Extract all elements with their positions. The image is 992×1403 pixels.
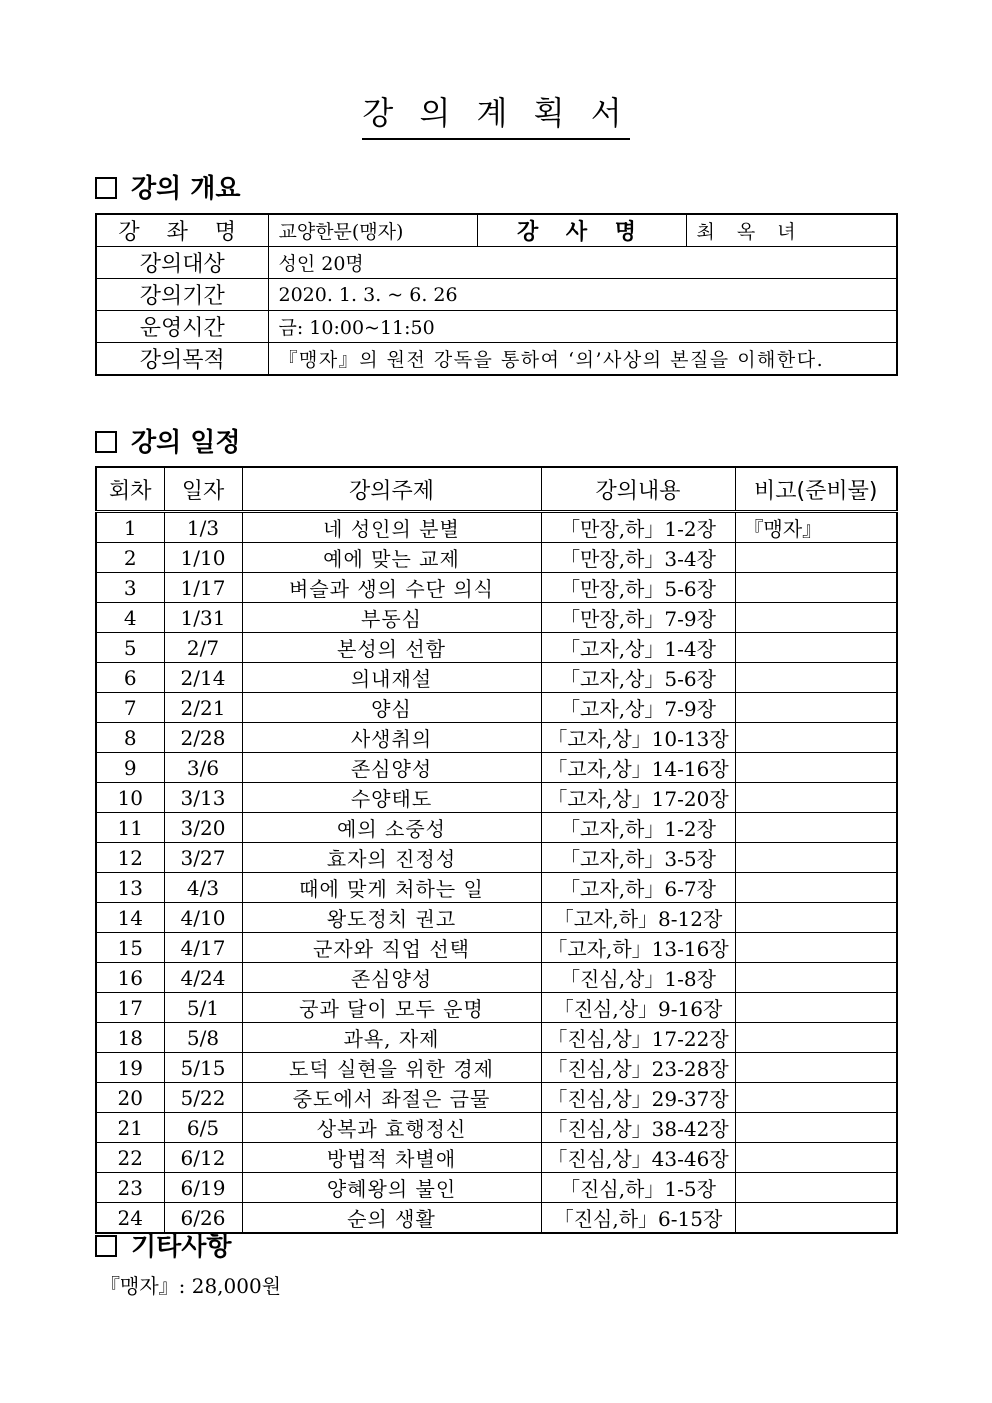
date-cell: 5/8 xyxy=(164,1023,242,1053)
column-header: 회차 xyxy=(96,467,164,512)
topic-cell: 사생취의 xyxy=(242,723,541,753)
checkbox-square-icon xyxy=(95,431,117,453)
time-value: 금: 10:00~11:50 xyxy=(268,311,897,343)
session-cell: 4 xyxy=(96,603,164,633)
session-cell: 9 xyxy=(96,753,164,783)
notes-cell xyxy=(735,993,897,1023)
period-label: 강의기간 xyxy=(96,279,268,311)
table-row xyxy=(96,1173,897,1203)
notes-cell xyxy=(735,933,897,963)
notes-cell xyxy=(735,843,897,873)
topic-cell: 효자의 진정성 xyxy=(242,843,541,873)
session-cell: 3 xyxy=(96,573,164,603)
session-cell: 18 xyxy=(96,1023,164,1053)
course-value: 교양한문(맹자) xyxy=(268,214,477,247)
topic-cell: 양혜왕의 불인 xyxy=(242,1173,541,1203)
content-cell: 「진심,상」29-37장 xyxy=(541,1083,735,1113)
topic-cell: 중도에서 좌절은 금물 xyxy=(242,1083,541,1113)
section-heading-schedule: 강의 일정 xyxy=(95,422,241,459)
content-cell: 「만장,하」7-9장 xyxy=(541,603,735,633)
session-cell: 10 xyxy=(96,783,164,813)
content-cell: 「만장,하」3-4장 xyxy=(541,543,735,573)
session-cell: 17 xyxy=(96,993,164,1023)
target-label: 강의대상 xyxy=(96,247,268,279)
table-row xyxy=(96,873,897,903)
date-cell: 4/17 xyxy=(164,933,242,963)
date-cell: 3/13 xyxy=(164,783,242,813)
table-row xyxy=(96,1143,897,1173)
notes-cell xyxy=(735,753,897,783)
date-cell: 1/10 xyxy=(164,543,242,573)
notes-cell xyxy=(735,1053,897,1083)
date-cell: 3/6 xyxy=(164,753,242,783)
section-heading-etc: 기타사항 xyxy=(95,1226,231,1263)
overview-row-course xyxy=(96,214,897,247)
topic-cell: 부동심 xyxy=(242,603,541,633)
notes-cell xyxy=(735,903,897,933)
table-row xyxy=(96,963,897,993)
column-header: 비고(준비물) xyxy=(735,467,897,512)
content-cell: 「진심,상」38-42장 xyxy=(541,1113,735,1143)
goal-label: 강의목적 xyxy=(96,343,268,376)
notes-cell xyxy=(735,783,897,813)
session-cell: 8 xyxy=(96,723,164,753)
date-cell: 6/5 xyxy=(164,1113,242,1143)
date-cell: 1/17 xyxy=(164,573,242,603)
content-cell: 「고자,하」1-2장 xyxy=(541,813,735,843)
overview-row-goal xyxy=(96,343,897,376)
notes-cell xyxy=(735,813,897,843)
date-cell: 4/3 xyxy=(164,873,242,903)
etc-note: 『맹자』: 28,000원 xyxy=(100,1274,282,1298)
table-row xyxy=(96,993,897,1023)
table-row xyxy=(96,663,897,693)
table-row xyxy=(96,783,897,813)
topic-cell: 과욕, 자제 xyxy=(242,1023,541,1053)
topic-cell: 존심양성 xyxy=(242,753,541,783)
topic-cell: 순의 생활 xyxy=(242,1203,541,1234)
date-cell: 2/7 xyxy=(164,633,242,663)
session-cell: 15 xyxy=(96,933,164,963)
date-cell: 3/20 xyxy=(164,813,242,843)
topic-cell: 궁과 달이 모두 운명 xyxy=(242,993,541,1023)
date-cell: 4/10 xyxy=(164,903,242,933)
topic-cell: 양심 xyxy=(242,693,541,723)
content-cell: 「고자,하」3-5장 xyxy=(541,843,735,873)
session-cell: 22 xyxy=(96,1143,164,1173)
column-header: 강의주제 xyxy=(242,467,541,512)
notes-cell xyxy=(735,1113,897,1143)
session-cell: 24 xyxy=(96,1203,164,1234)
schedule-table xyxy=(95,466,898,1234)
notes-cell xyxy=(735,603,897,633)
session-cell: 7 xyxy=(96,693,164,723)
content-cell: 「만장,하」1-2장 xyxy=(541,512,735,543)
content-cell: 「고자,상」7-9장 xyxy=(541,693,735,723)
topic-cell: 예의 소중성 xyxy=(242,813,541,843)
session-cell: 5 xyxy=(96,633,164,663)
overview-row-period xyxy=(96,279,897,311)
table-row xyxy=(96,1113,897,1143)
session-cell: 20 xyxy=(96,1083,164,1113)
checkbox-square-icon xyxy=(95,177,117,199)
date-cell: 5/15 xyxy=(164,1053,242,1083)
content-cell: 「진심,하」1-5장 xyxy=(541,1173,735,1203)
notes-cell xyxy=(735,693,897,723)
content-cell: 「진심,상」9-16장 xyxy=(541,993,735,1023)
notes-cell xyxy=(735,1173,897,1203)
schedule-header-row xyxy=(96,467,897,512)
topic-cell: 벼슬과 생의 수단 의식 xyxy=(242,573,541,603)
table-row xyxy=(96,573,897,603)
content-cell: 「진심,상」17-22장 xyxy=(541,1023,735,1053)
session-cell: 12 xyxy=(96,843,164,873)
topic-cell: 본성의 선함 xyxy=(242,633,541,663)
content-cell: 「고자,하」6-7장 xyxy=(541,873,735,903)
date-cell: 2/21 xyxy=(164,693,242,723)
checkbox-square-icon xyxy=(95,1235,117,1257)
time-label: 운영시간 xyxy=(96,311,268,343)
notes-cell xyxy=(735,1143,897,1173)
overview-row-time xyxy=(96,311,897,343)
content-cell: 「고자,상」10-13장 xyxy=(541,723,735,753)
topic-cell: 왕도정치 권고 xyxy=(242,903,541,933)
table-row xyxy=(96,1023,897,1053)
date-cell: 5/1 xyxy=(164,993,242,1023)
table-row xyxy=(96,543,897,573)
column-header: 강의내용 xyxy=(541,467,735,512)
table-row xyxy=(96,693,897,723)
content-cell: 「진심,상」1-8장 xyxy=(541,963,735,993)
session-cell: 23 xyxy=(96,1173,164,1203)
date-cell: 6/12 xyxy=(164,1143,242,1173)
topic-cell: 수양태도 xyxy=(242,783,541,813)
content-cell: 「고자,상」5-6장 xyxy=(541,663,735,693)
period-value: 2020. 1. 3. ~ 6. 26 xyxy=(268,279,897,311)
notes-cell xyxy=(735,573,897,603)
date-cell: 1/31 xyxy=(164,603,242,633)
table-row xyxy=(96,633,897,663)
session-cell: 19 xyxy=(96,1053,164,1083)
notes-cell xyxy=(735,1023,897,1053)
date-cell: 2/14 xyxy=(164,663,242,693)
date-cell: 3/27 xyxy=(164,843,242,873)
date-cell: 6/26 xyxy=(164,1203,242,1234)
table-row xyxy=(96,843,897,873)
notes-cell xyxy=(735,543,897,573)
lecturer-value: 최 옥 녀 xyxy=(686,214,897,247)
table-row xyxy=(96,1053,897,1083)
session-cell: 2 xyxy=(96,543,164,573)
session-cell: 6 xyxy=(96,663,164,693)
topic-cell: 예에 맞는 교제 xyxy=(242,543,541,573)
content-cell: 「고자,하」13-16장 xyxy=(541,933,735,963)
course-label: 강 좌 명 xyxy=(96,214,268,247)
topic-cell: 네 성인의 분별 xyxy=(242,512,541,543)
date-cell: 6/19 xyxy=(164,1173,242,1203)
content-cell: 「진심,상」43-46장 xyxy=(541,1143,735,1173)
topic-cell: 존심양성 xyxy=(242,963,541,993)
section-heading-overview: 강의 개요 xyxy=(95,168,241,205)
session-cell: 13 xyxy=(96,873,164,903)
content-cell: 「고자,하」8-12장 xyxy=(541,903,735,933)
table-row xyxy=(96,723,897,753)
overview-table xyxy=(95,213,898,376)
date-cell: 5/22 xyxy=(164,1083,242,1113)
content-cell: 「고자,상」17-20장 xyxy=(541,783,735,813)
content-cell: 「만장,하」5-6장 xyxy=(541,573,735,603)
column-header: 일자 xyxy=(164,467,242,512)
content-cell: 「고자,상」14-16장 xyxy=(541,753,735,783)
date-cell: 2/28 xyxy=(164,723,242,753)
notes-cell xyxy=(735,1203,897,1234)
content-cell: 「고자,상」1-4장 xyxy=(541,633,735,663)
table-row xyxy=(96,903,897,933)
notes-cell xyxy=(735,633,897,663)
session-cell: 16 xyxy=(96,963,164,993)
table-row xyxy=(96,603,897,633)
goal-value: 『맹자』의 원전 강독을 통하여 ‘의’사상의 본질을 이해한다. xyxy=(268,343,897,376)
session-cell: 14 xyxy=(96,903,164,933)
table-row xyxy=(96,1083,897,1113)
topic-cell: 때에 맞게 처하는 일 xyxy=(242,873,541,903)
target-value: 성인 20명 xyxy=(268,247,897,279)
table-row xyxy=(96,753,897,783)
content-cell: 「진심,하」6-15장 xyxy=(541,1203,735,1234)
table-row xyxy=(96,813,897,843)
notes-cell xyxy=(735,723,897,753)
topic-cell: 상복과 효행정신 xyxy=(242,1113,541,1143)
session-cell: 11 xyxy=(96,813,164,843)
notes-cell xyxy=(735,963,897,993)
content-cell: 「진심,상」23-28장 xyxy=(541,1053,735,1083)
topic-cell: 방법적 차별애 xyxy=(242,1143,541,1173)
lecturer-label: 강 사 명 xyxy=(477,214,686,247)
table-row xyxy=(96,512,897,543)
overview-row-target xyxy=(96,247,897,279)
date-cell: 4/24 xyxy=(164,963,242,993)
date-cell: 1/3 xyxy=(164,512,242,543)
document-title: 강 의 계 획 서 xyxy=(0,88,992,140)
topic-cell: 의내재설 xyxy=(242,663,541,693)
notes-cell xyxy=(735,1083,897,1113)
notes-cell xyxy=(735,663,897,693)
table-row xyxy=(96,933,897,963)
topic-cell: 도덕 실현을 위한 경제 xyxy=(242,1053,541,1083)
notes-cell xyxy=(735,873,897,903)
session-cell: 1 xyxy=(96,512,164,543)
topic-cell: 군자와 직업 선택 xyxy=(242,933,541,963)
notes-cell: 『맹자』 xyxy=(735,512,897,543)
session-cell: 21 xyxy=(96,1113,164,1143)
